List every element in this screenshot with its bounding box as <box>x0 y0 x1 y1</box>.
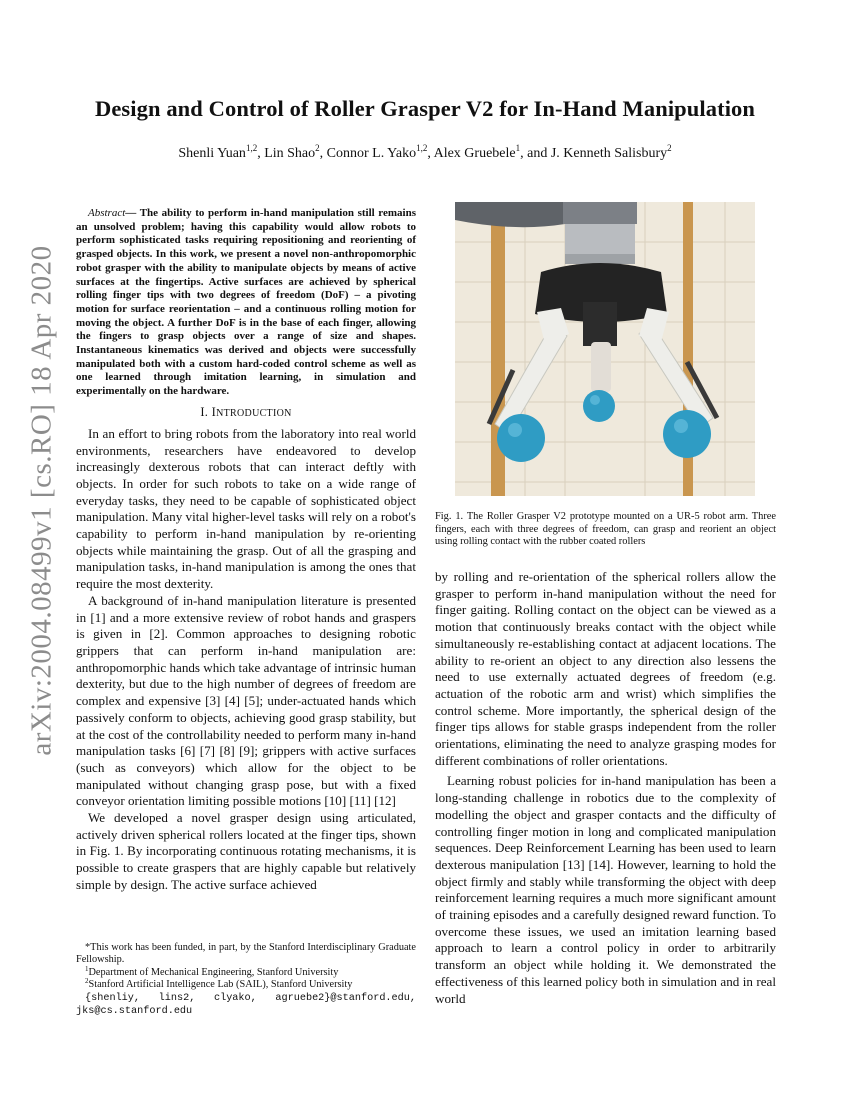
center-finger <box>591 342 611 392</box>
footnote-affiliation-1: $^1$Department of Mechanical Engineering, Stanford University <box>85 964 339 978</box>
author-name: Connor L. Yako <box>326 146 417 161</box>
footnotes <box>76 942 416 1018</box>
paragraph: A background of in-hand manipulation literature is presented in [1] and a more extensive review of robot hands and graspers is given in [2]. Common approaches to designing robotic grippers that can perform in-hand manipulation are: anthropomorphic hands which take advantage of intrinsic human dexterity, but due to the high number of degrees of freedom are complex and expensive [3] [4] [5]; under-actuated hands which passively conform to objects, achieving good grasp stability, but at the cost of the controllability needed to perform many in-hand manipulation tasks [6] [7] [8] [9]; grippers with active surfaces (such as conveyors) which allow for the object to be manipulated without changing grasp pose, but with a fixed conveyor orientation limiting possible motions [10] [11] [12] <box>76 592 416 809</box>
author-name: Alex Gruebele <box>433 146 516 161</box>
paper-title: Design and Control of Roller Grasper V2 for In-Hand Manipulation <box>94 96 756 121</box>
left-roller <box>497 414 545 462</box>
author-list: Shenli Yuan$^{1,2}$, Lin Shao$^2$, Connor L. Yako$^{1,2}$, Alex Gruebele$^1$, and J. Kenneth Salisbury$^2$ <box>178 143 672 161</box>
abstract-text: The ability to perform in-hand manipulation still remains an unsolved problem; having this capability would allow robots to perform sophisticated tasks requiring repositioning and reorienting of grasped objects. In this work, we present a novel non-anthropomorphic robot grasper with the ability to manipulate objects by means of active surfaces at the fingertips. Active surfaces are achieved by spherical rolling finger tips with two degrees of freedom (DoF) – a pivoting motion for surface reorientation – and a continuous rolling motion for moving the object. A further DoF is in the base of each finger, allowing the fingers to grasp objects over a range of size and shapes. Instantaneous kinematics was derived and objects were successfully manipulated both with a custom hard-coded control scheme as well as one learned through imitation learning, in simulation and experimentally on the hardware. <box>76 207 416 398</box>
arxiv-identifier: arXiv:2004.08499v1 [cs.RO] 18 Apr 2020 <box>25 244 58 756</box>
author-name: Lin Shao <box>264 146 316 161</box>
roller-grasper-illustration <box>455 202 755 496</box>
paragraph: by rolling and re-orientation of the spherical rollers allow the grasper to perform in-hand manipulation without the need for finger gaiting. Rolling contact on the object can be viewed as a motion that continuously breaks contact with the object while simultaneously re-establishing contact at adjacent locations. The ability to re-orient an object to any direction also lessens the need to use externally actuated degrees of freedom (e.g. actuation of the robotic arm and wrist) which simplifies the control scheme. More importantly, the spherical design of the finger tips allows for stable grasps independent from the roller orientations, eliminating the need to analyze grasping modes for different combinations of roller orientations. <box>435 569 776 768</box>
author-name: Shenli Yuan <box>178 146 246 161</box>
center-roller <box>583 390 615 422</box>
footnote-affiliation-2: $^2$Stanford Artificial Intelligence Lab (SAIL), Stanford University <box>85 977 353 991</box>
left-column <box>76 207 416 894</box>
abstract-label: Abstract <box>88 207 126 219</box>
footnote-funding: *This work has been funded, in part, by the Stanford Interdisciplinary Graduate Fellowship. <box>76 942 416 966</box>
right-roller <box>663 410 711 458</box>
author-affiliation-mark: 1,2 <box>416 143 428 153</box>
right-column <box>435 569 776 1007</box>
author-affiliation-mark: 2 <box>667 143 672 153</box>
arxiv-identifier-margin <box>12 244 72 756</box>
robot-arm-joint <box>563 202 637 224</box>
figure-roller-grasper-photo <box>455 202 755 496</box>
paragraph: In an effort to bring robots from the laboratory into real world environments, researchers have endeavored to develop increasingly dexterous robots that can interact deftly with objects. In order for such robots to take on a wide range of everyday tasks, they need to be capable of sophisticated object manipulation. Many vital higher-level tasks will rely on a robot's capability to perform in-hand manipulation by re-orienting objects while maintaining the grasp. Out of all the grasping and manipulation tasks, in-hand manipulation is among the ones that require the most dexterity. <box>76 425 416 592</box>
author-affiliation-mark: 2 <box>315 143 320 153</box>
abstract: Abstract— The ability to perform in-hand manipulation still remains an unsolved problem; having this capability would allow robots to perform sophisticated tasks requiring repositioning and reorienting of grasped objects. In this work, we present a novel non-anthropomorphic robot grasper with the ability to manipulate objects by means of active surfaces at the fingertips. Active surfaces are achieved by spherical rolling finger tips with two degrees of freedom (DoF) – a pivoting motion for surface reorientation – and a continuous rolling motion for moving the object. A further DoF is in the base of each finger, allowing the fingers to grasp objects over a range of size and shapes. Instantaneous kinematics was derived and objects were successfully manipulated both with a custom hard-coded control scheme as well as one learned through imitation learning, in simulation and experimentally on the hardware. <box>76 207 416 398</box>
section-heading-introduction: I. INTRODUCTION <box>200 404 292 419</box>
paragraph: Learning robust policies for in-hand manipulation has been a long-standing challenge in robotics due to the complexity of modelling the object and grasper contacts and the difficulty of controlling finger motion in long and complicated manipulation sequences. Deep Reinforcement Learning has been used to learn dexterous manipulation [13] [14]. However, learning to hold the object firmly and stably while transforming the object with deep reinforcement learning requires a much more significant amount of training episodes and a carefully designed reward function. To overcome these issues, we used an imitation learning based approach to learn a control policy in order to arbitrarily transform an object while holding it. We demonstrated the effectiveness of this learned policy both in simulation and in real world <box>435 773 776 1006</box>
paragraph: We developed a novel grasper design using articulated, actively driven spherical rollers located at the finger tips, shown in Fig. 1. By incorporating continuous rotating mechanisms, it is possible to create graspers that are highly capable but relatively simple by design. The active surface achieved <box>76 810 416 892</box>
figure-caption: Fig. 1. The Roller Grasper V2 prototype mounted on a UR-5 robot arm. Three fingers, each with three degrees of freedom, can grasp and reorient an object using rolling contact with the rubber coated rollers <box>435 511 776 548</box>
author-name: J. Kenneth Salisbury <box>550 146 668 161</box>
author-affiliation-mark: 1 <box>515 143 521 153</box>
center-finger-motor <box>583 302 617 346</box>
footnote-emails: {shenliy, lins2, clyako, agruebe2}@stanford.edu, jks@cs.stanford.edu <box>76 992 416 1018</box>
author-affiliation-mark: 1,2 <box>245 143 258 153</box>
